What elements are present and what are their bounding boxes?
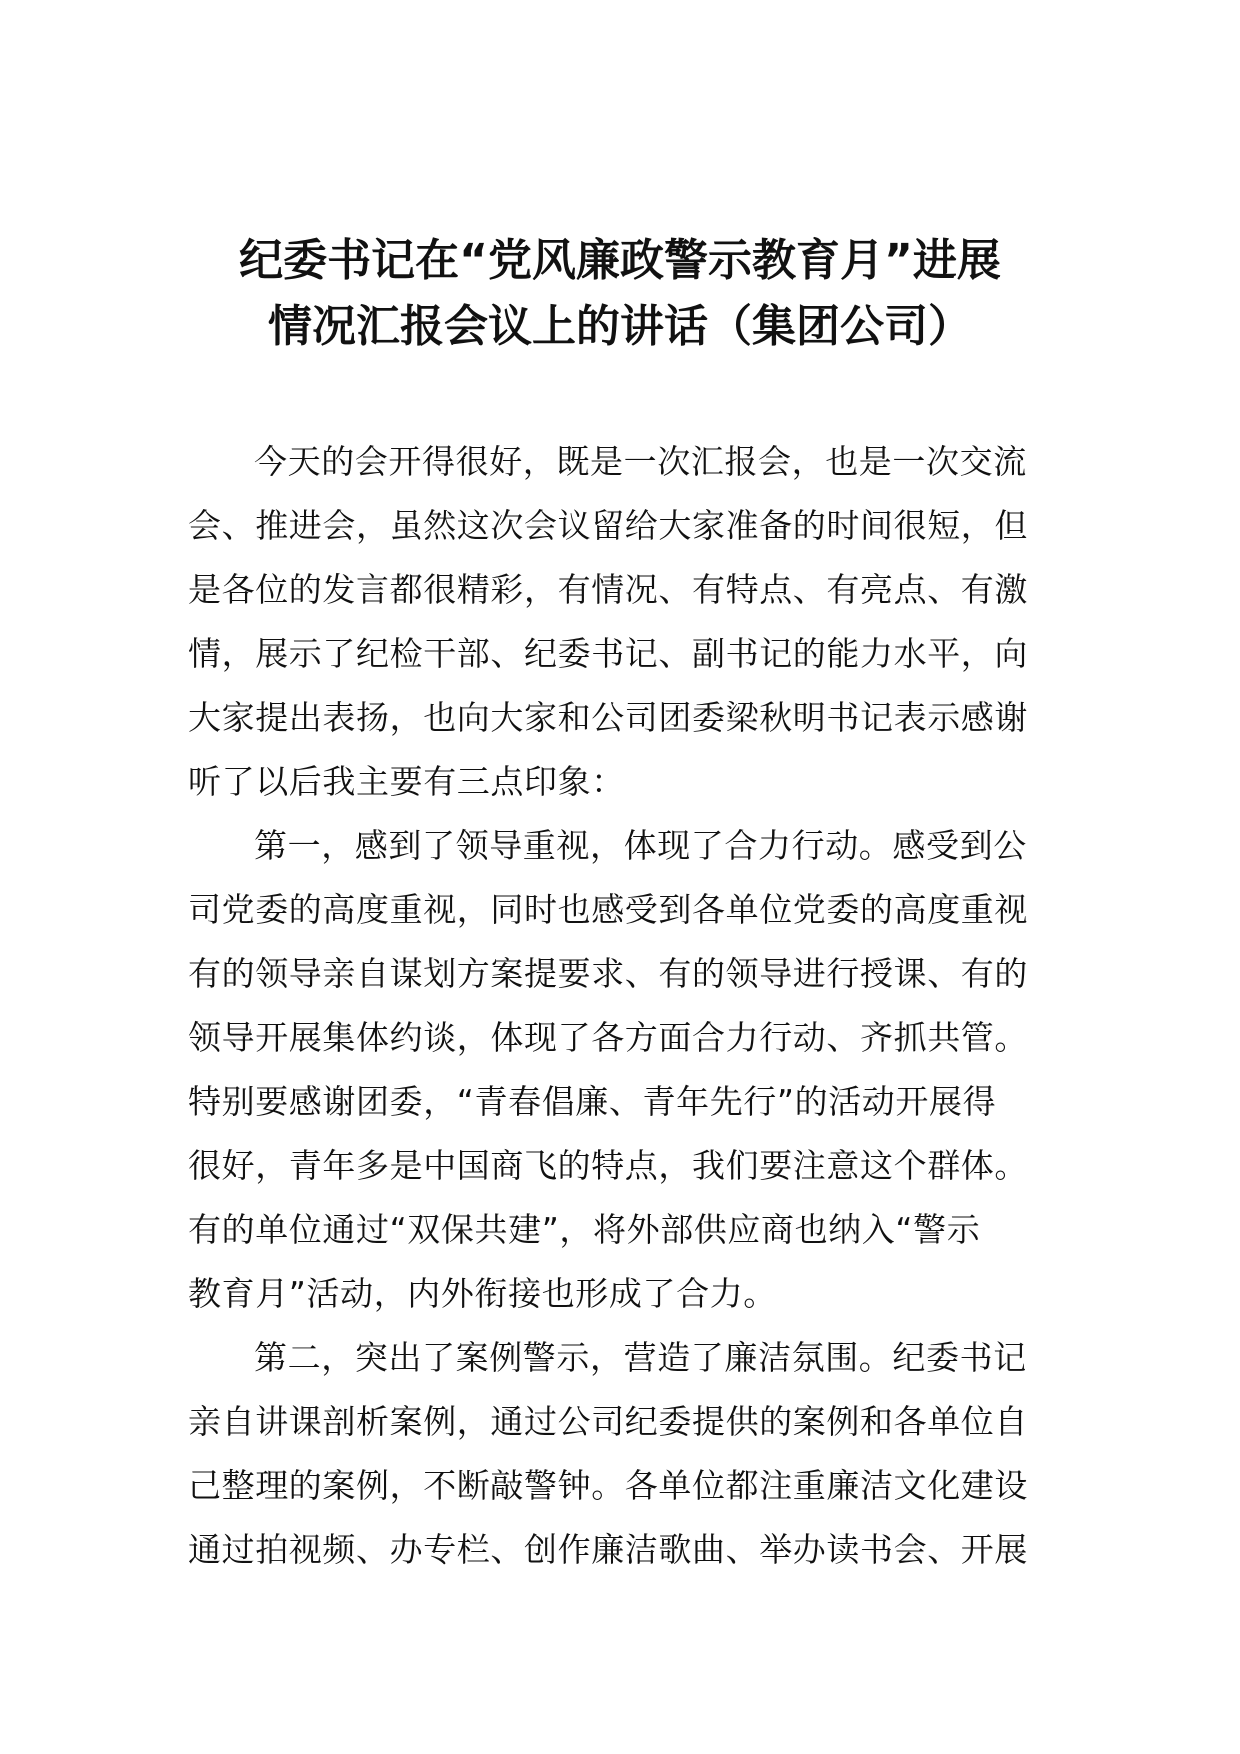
paragraph-line: 情，展示了纪检干部、纪委书记、副书记的能力水平，向 (188, 634, 1028, 673)
paragraph-line: 有的领导亲自谋划方案提要求、有的领导进行授课、有的 (188, 954, 1028, 993)
paragraph-line: 特别要感谢团委，“青春倡廉、青年先行”的活动开展得 (188, 1082, 997, 1121)
paragraph-line: 通过拍视频、办专栏、创作廉洁歌曲、举办读书会、开展 (188, 1530, 1028, 1569)
paragraph-line: 领导开展集体约谈，体现了各方面合力行动、齐抓共管。 (188, 1018, 1028, 1057)
paragraph-line: 有的单位通过“双保共建”，将外部供应商也纳入“警示 (188, 1210, 981, 1249)
document-body (188, 430, 1058, 1582)
paragraph-line: 听了以后我主要有三点印象： (188, 762, 625, 801)
paragraph-line: 司党委的高度重视，同时也感受到各单位党委的高度重视 (188, 890, 1028, 929)
paragraph-line: 今天的会开得很好，既是一次汇报会，也是一次交流 (254, 442, 1027, 481)
title-line-2: 情况汇报会议上的讲话（集团公司） (268, 301, 972, 352)
paragraph-line: 大家提出表扬，也向大家和公司团委梁秋明书记表示感谢 (188, 698, 1028, 737)
paragraph-line: 会、推进会，虽然这次会议留给大家准备的时间很短，但 (188, 506, 1028, 545)
paragraph-line: 第一，感到了领导重视，体现了合力行动。感受到公 (254, 826, 1027, 865)
paragraph-line: 亲自讲课剖析案例，通过公司纪委提供的案例和各单位自 (188, 1402, 1028, 1441)
paragraph-line: 己整理的案例，不断敲警钟。各单位都注重廉洁文化建设 (188, 1466, 1028, 1505)
paragraph-line: 教育月”活动，内外衔接也形成了合力。 (188, 1274, 777, 1313)
paragraph-line: 是各位的发言都很精彩，有情况、有特点、有亮点、有激 (188, 570, 1028, 609)
document-title (150, 228, 1090, 360)
title-line-1: 纪委书记在“党风廉政警示教育月”进展 (239, 235, 1001, 286)
paragraph-line: 很好，青年多是中国商飞的特点，我们要注意这个群体。 (188, 1146, 1028, 1185)
paragraph-line: 第二，突出了案例警示，营造了廉洁氛围。纪委书记 (254, 1338, 1027, 1377)
